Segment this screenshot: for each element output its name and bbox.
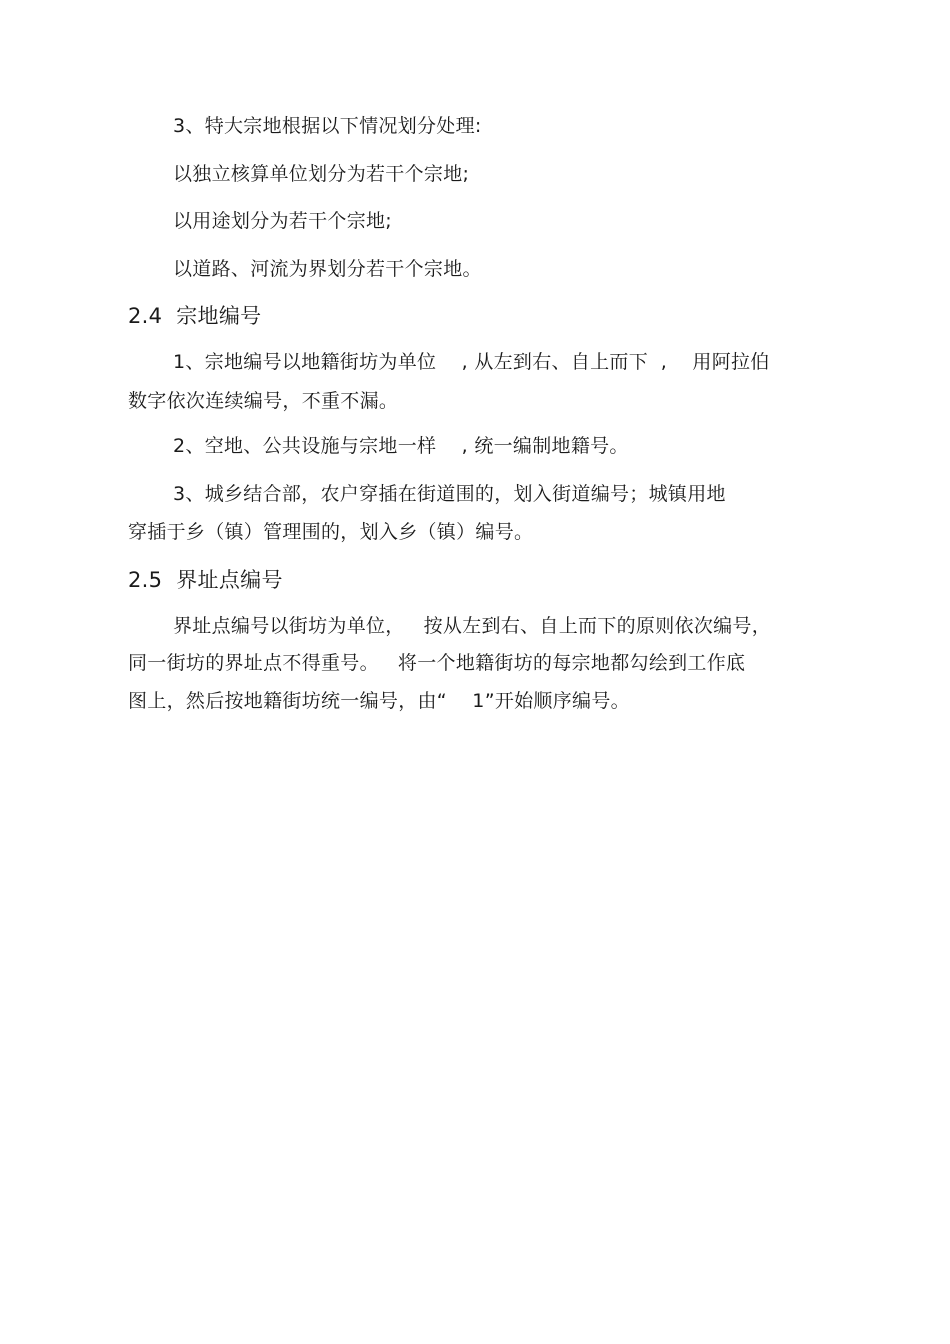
section-2-4-item1-line1: 1、宗地编号以地籍街坊为单位 , 从左到右、自上而下 , 用阿拉伯 [173,351,770,373]
section-2-4-item3-line1: 3、城乡结合部，农户穿插在街道围的，划入街道编号；城镇用地 [173,483,726,505]
section-2-5-para-line1: 界址点编号以街坊为单位， 按从左到右、自上而下的原则依次编号， [173,615,772,637]
sub-item-2: 以用途划分为若干个宗地; [173,210,393,232]
section-2-4-item2: 2、空地、公共设施与宗地一样 , 统一编制地籍号。 [173,435,629,457]
item3-title: 3、特大宗地根据以下情况划分处理: [173,115,482,137]
section-2-5-para-line3: 图上，然后按地籍街坊统一编号，由“ 1”开始顺序编号。 [128,690,630,712]
section-2-4-item1-line2: 数字依次连续编号，不重不漏。 [128,390,399,412]
sub-item-1: 以独立核算单位划分为若干个宗地; [173,163,470,185]
section-2-4-heading: 2.4 宗地编号 [128,304,262,328]
section-2-5-heading: 2.5 界址点编号 [128,568,283,592]
sub-item-3: 以道路、河流为界划分若干个宗地。 [173,258,482,280]
section-2-4-item3-line2: 穿插于乡（镇）管理围的，划入乡（镇）编号。 [128,521,534,543]
section-2-5-para-line2: 同一街坊的界址点不得重号。 将一个地籍街坊的每宗地都勾绘到工作底 [128,652,746,674]
